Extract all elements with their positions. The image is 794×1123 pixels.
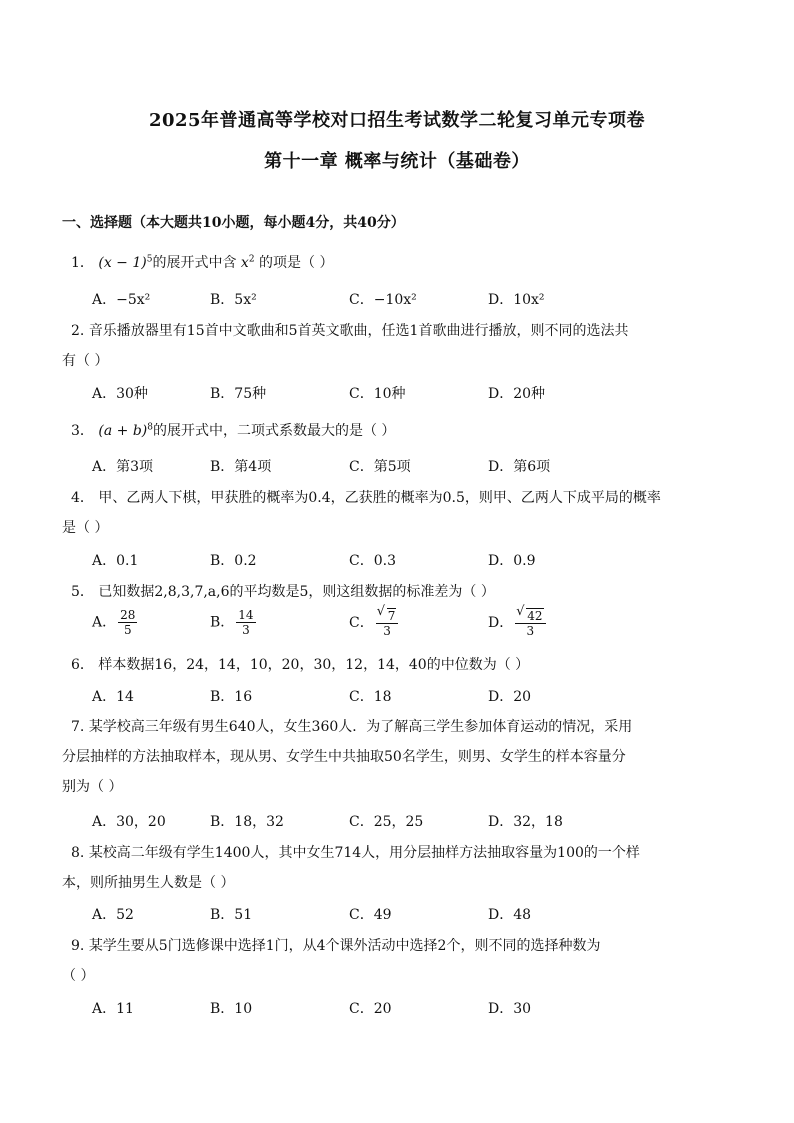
question-text-line2: 分层抽样的方法抽取样本，现从男、女学生中共抽取50名学生，则男、女学生的样本容量分 (62, 749, 626, 765)
question-5 (71, 581, 731, 601)
question-number: 7. (71, 719, 85, 735)
denominator: 3 (242, 623, 250, 637)
question-text-line2: （ ） (62, 968, 95, 984)
option-d[interactable]: D．20种 (488, 386, 546, 402)
fraction (118, 608, 137, 637)
section-heading: 一、选择题（本大题共10小题，每小题4分，共40分） (62, 215, 405, 231)
option-d[interactable]: D．48 (488, 907, 532, 923)
option-d[interactable]: D．30 (488, 1001, 532, 1017)
question-number: 9. (71, 938, 85, 954)
sqrt-icon (517, 608, 543, 623)
question-number: 3． (71, 423, 94, 439)
sqrt-icon (378, 608, 397, 623)
option-d[interactable]: D．20 (488, 689, 532, 705)
question-number: 8. (71, 845, 85, 861)
question-number: 5． (71, 584, 94, 600)
option-a[interactable]: A．30种 (92, 386, 148, 402)
option-a[interactable]: A．52 (92, 907, 134, 923)
numerator (515, 608, 545, 624)
fraction (236, 608, 255, 637)
option-c[interactable]: C．10种 (349, 386, 406, 402)
question-text: 某学生要从5门选修课中选择1门，从4个课外活动中选择2个，则不同的选择种数为 (88, 938, 601, 954)
option-c[interactable]: C．25，25 (349, 814, 424, 830)
question-text: 的展开式中，二项式系数最大的是（ ） (152, 423, 396, 439)
option-d[interactable]: D．第6项 (488, 459, 551, 475)
numerator: 28 (120, 608, 136, 622)
option-b[interactable]: B．第4项 (210, 459, 272, 475)
question-9 (62, 935, 731, 985)
options-3 (92, 456, 732, 480)
options-9 (92, 998, 732, 1022)
option-a[interactable]: A．第3项 (92, 459, 154, 475)
question-1 (71, 252, 731, 272)
question-text: 样本数据16，24，14，10，20，30，12，14，40的中位数为（ ） (98, 657, 530, 673)
option-c[interactable]: C．49 (349, 907, 392, 923)
option-c[interactable]: C．18 (349, 689, 392, 705)
option-label: A． (92, 614, 117, 631)
question-text: 的展开式中含 (152, 255, 241, 271)
options-8 (92, 904, 732, 928)
radicand: 42 (527, 609, 543, 623)
question-text-line2: 有（ ） (62, 353, 109, 369)
option-a[interactable]: A．11 (92, 1001, 134, 1017)
question-4 (62, 487, 731, 537)
option-d[interactable]: D．32，18 (488, 814, 563, 830)
question-text: 某学校高三年级有男生640人，女生360人．为了解高三学生参加体育运动的情况，采用 (88, 719, 633, 735)
options-6 (92, 686, 732, 710)
question-2 (62, 320, 731, 370)
option-label: B． (210, 614, 235, 631)
chapter-title: 第十一章 概率与统计（基础卷） (264, 151, 530, 172)
option-a[interactable]: A．−5x² (92, 292, 151, 308)
options-5 (92, 608, 732, 644)
option-a[interactable]: A．30，20 (92, 814, 166, 830)
options-1 (92, 289, 732, 313)
exponent: 2 (248, 254, 255, 265)
option-a[interactable]: A．14 (92, 689, 134, 705)
options-7 (92, 811, 732, 835)
question-number: 1． (71, 255, 94, 271)
option-b[interactable]: B．0.2 (210, 553, 257, 569)
question-text: 音乐播放器里有15首中文歌曲和5首英文歌曲，任选1首歌曲进行播放，则不同的选法共 (88, 323, 629, 339)
question-number: 6． (71, 657, 94, 673)
fraction (376, 608, 399, 638)
question-text-line2: 本，则所抽男生人数是（ ） (62, 875, 235, 891)
option-b[interactable]: B．18，32 (210, 814, 284, 830)
option-d[interactable]: D．0.9 (488, 553, 536, 569)
question-text: 的项是（ ） (254, 255, 334, 271)
option-label: C． (349, 615, 374, 631)
option-a[interactable]: A．0.1 (92, 553, 139, 569)
option-c[interactable]: C．−10x² (349, 292, 417, 308)
exponent: 5 (146, 254, 153, 265)
option-a[interactable] (92, 608, 137, 637)
question-8 (62, 842, 731, 892)
question-text: 某校高二年级有学生1400人，其中女生714人，用分层抽样方法抽取容量为100的一个样 (88, 845, 640, 861)
option-b[interactable]: B．51 (210, 907, 253, 923)
option-d[interactable] (488, 608, 546, 638)
option-b[interactable] (210, 608, 256, 637)
question-number: 4． (71, 490, 94, 506)
fraction (515, 608, 545, 638)
denominator: 5 (123, 623, 132, 637)
question-text-line3: 别为（ ） (62, 779, 123, 795)
numerator: 14 (238, 608, 254, 622)
option-c[interactable] (349, 608, 398, 638)
option-c[interactable]: C．第5项 (349, 459, 411, 475)
page-title: 2025年普通高等学校对口招生考试数学二轮复习单元专项卷 (148, 110, 646, 131)
radicand: 7 (387, 609, 396, 623)
option-d[interactable]: D．10x² (488, 292, 545, 308)
option-c[interactable]: C．0.3 (349, 553, 396, 569)
denominator: 3 (383, 624, 391, 638)
question-text-line2: 是（ ） (62, 520, 109, 536)
option-b[interactable]: B．10 (210, 1001, 253, 1017)
question-7 (62, 716, 731, 796)
question-math: (a + b) (98, 423, 148, 439)
option-b[interactable]: B．5x² (210, 292, 257, 308)
question-math: x (240, 255, 249, 271)
question-number: 2. (71, 323, 85, 339)
option-c[interactable]: C．20 (349, 1001, 392, 1017)
options-4 (92, 550, 732, 574)
question-math: (x − 1) (98, 255, 147, 271)
question-text: 甲、乙两人下棋，甲获胜的概率为0.4，乙获胜的概率为0.5，则甲、乙两人下成平局的概率 (98, 490, 661, 506)
question-text: 已知数据2,8,3,7,a,6的平均数是5，则这组数据的标准差为（ ） (98, 584, 495, 600)
option-b[interactable]: B．16 (210, 689, 253, 705)
numerator (376, 608, 399, 624)
denominator: 3 (526, 624, 535, 638)
option-b[interactable]: B．75种 (210, 386, 267, 402)
question-6 (71, 654, 731, 674)
options-2 (92, 383, 732, 407)
option-label: D． (488, 615, 514, 631)
exponent: 8 (147, 422, 153, 433)
question-3 (71, 420, 731, 440)
